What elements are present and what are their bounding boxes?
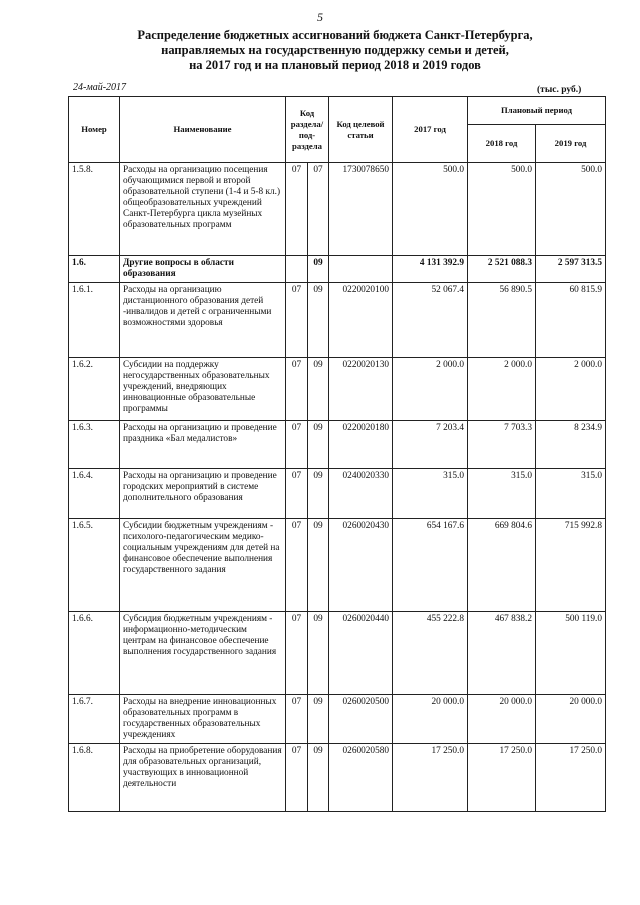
row-target-code: 0260020500 (329, 695, 393, 744)
row-section-code: 07 (286, 612, 308, 695)
row-number: 1.6.5. (69, 519, 120, 612)
row-amount-2019: 2 000.0 (536, 358, 606, 421)
document-date: 24-май-2017 (73, 82, 127, 93)
row-amount-2019: 500.0 (536, 163, 606, 256)
row-section-code: 07 (286, 744, 308, 812)
row-section-code: 07 (286, 421, 308, 469)
row-amount-2017: 52 067.4 (393, 283, 468, 358)
header-2017: 2017 год (393, 97, 468, 163)
row-name: Расходы на организацию дистанционного образования детей -инвалидов и детей с ограниченными возможностями здоровья (120, 283, 286, 358)
row-number: 1.5.8. (69, 163, 120, 256)
row-subsection-code: 09 (308, 283, 329, 358)
budget-table (68, 96, 606, 812)
table-row (69, 744, 606, 812)
row-number: 1.6.3. (69, 421, 120, 469)
row-number: 1.6.7. (69, 695, 120, 744)
row-amount-2019: 715 992.8 (536, 519, 606, 612)
row-number: 1.6.6. (69, 612, 120, 695)
title-line-2: направляемых на государственную поддержку семьи и детей, (161, 43, 509, 57)
table-row (69, 469, 606, 519)
row-section-code: 07 (286, 695, 308, 744)
row-target-code: 0260020430 (329, 519, 393, 612)
row-name: Расходы на внедрение инновационных образовательных программ в государственных образовательных учреждениях (120, 695, 286, 744)
header-name: Наименование (120, 97, 286, 163)
row-number: 1.6.1. (69, 283, 120, 358)
row-amount-2018: 20 000.0 (468, 695, 536, 744)
row-target-code: 0260020580 (329, 744, 393, 812)
title-line-1: Распределение бюджетных ассигнований бюджета Санкт-Петербурга, (137, 28, 533, 42)
row-amount-2018: 17 250.0 (468, 744, 536, 812)
row-amount-2019: 60 815.9 (536, 283, 606, 358)
row-amount-2019: 20 000.0 (536, 695, 606, 744)
row-subsection-code: 07 (308, 163, 329, 256)
page-number: 5 (317, 10, 323, 24)
row-amount-2018: 2 000.0 (468, 358, 536, 421)
header-target-code: Код целевой статьи (329, 97, 393, 163)
row-amount-2017: 500.0 (393, 163, 468, 256)
row-amount-2019: 8 234.9 (536, 421, 606, 469)
row-amount-2018: 2 521 088.3 (468, 256, 536, 283)
table-row (69, 695, 606, 744)
row-target-code: 0220020130 (329, 358, 393, 421)
row-amount-2019: 500 119.0 (536, 612, 606, 695)
row-number: 1.6.4. (69, 469, 120, 519)
row-amount-2018: 669 804.6 (468, 519, 536, 612)
row-amount-2017: 20 000.0 (393, 695, 468, 744)
row-number: 1.6.8. (69, 744, 120, 812)
row-section-code (286, 256, 308, 283)
row-number: 1.6.2. (69, 358, 120, 421)
row-name: Расходы на приобретение оборудования для образовательных организаций, участвующих в инновационной деятельности (120, 744, 286, 812)
row-amount-2018: 467 838.2 (468, 612, 536, 695)
row-target-code: 1730078650 (329, 163, 393, 256)
row-amount-2018: 500.0 (468, 163, 536, 256)
row-subsection-code: 09 (308, 744, 329, 812)
table-row (69, 519, 606, 612)
row-name: Расходы на организацию посещения обучающимися первой и второй образовательной ступени (1-4 и 5-8 кл.) общеобразовательных учреждений Санкт-Петербурга цикла музейных образовательных программ (120, 163, 286, 256)
row-amount-2017: 17 250.0 (393, 744, 468, 812)
row-amount-2017: 654 167.6 (393, 519, 468, 612)
row-amount-2018: 315.0 (468, 469, 536, 519)
row-target-code (329, 256, 393, 283)
header-2019: 2019 год (536, 125, 606, 163)
row-amount-2019: 2 597 313.5 (536, 256, 606, 283)
row-number: 1.6. (69, 256, 120, 283)
row-name: Субсидии на поддержку негосударственных образовательных учреждений, внедряющих инновационные образовательные программы (120, 358, 286, 421)
row-amount-2017: 2 000.0 (393, 358, 468, 421)
title-line-3: на 2017 год и на плановый период 2018 и 2019 годов (189, 58, 481, 72)
row-amount-2018: 7 703.3 (468, 421, 536, 469)
row-subsection-code: 09 (308, 612, 329, 695)
header-2018: 2018 год (468, 125, 536, 163)
row-subsection-code: 09 (308, 695, 329, 744)
row-section-code: 07 (286, 358, 308, 421)
table-row (69, 283, 606, 358)
row-subsection-code: 09 (308, 358, 329, 421)
row-section-code: 07 (286, 519, 308, 612)
row-section-code: 07 (286, 163, 308, 256)
row-name: Субсидии бюджетным учреждениям - психолого-педагогическим медико-социальным учреждениям для детей на финансовое обеспечение выполнения государственного задания (120, 519, 286, 612)
table-row (69, 421, 606, 469)
row-target-code: 0220020180 (329, 421, 393, 469)
row-target-code: 0220020100 (329, 283, 393, 358)
row-amount-2017: 4 131 392.9 (393, 256, 468, 283)
row-amount-2018: 56 890.5 (468, 283, 536, 358)
row-section-code: 07 (286, 469, 308, 519)
table-row (69, 163, 606, 256)
row-amount-2017: 7 203.4 (393, 421, 468, 469)
header-number: Номер (69, 97, 120, 163)
units-label: (тыс. руб.) (537, 85, 582, 95)
row-amount-2019: 315.0 (536, 469, 606, 519)
document-title (100, 28, 570, 73)
table-row (69, 358, 606, 421)
row-name: Расходы на организацию и проведение городских мероприятий в системе дополнительного образования (120, 469, 286, 519)
table-row (69, 612, 606, 695)
row-target-code: 0260020440 (329, 612, 393, 695)
table-body (69, 163, 606, 812)
row-subsection-code: 09 (308, 256, 329, 283)
row-amount-2017: 455 222.8 (393, 612, 468, 695)
table-row (69, 256, 606, 283)
row-subsection-code: 09 (308, 519, 329, 612)
row-amount-2019: 17 250.0 (536, 744, 606, 812)
row-subsection-code: 09 (308, 421, 329, 469)
row-name: Субсидия бюджетным учреждениям - информационно-методическим центрам на финансовое обеспечение выполнения государственного задания (120, 612, 286, 695)
row-name: Расходы на организацию и проведение праздника «Бал медалистов» (120, 421, 286, 469)
row-amount-2017: 315.0 (393, 469, 468, 519)
row-subsection-code: 09 (308, 469, 329, 519)
header-planned-period: Плановый период (468, 97, 606, 125)
row-name: Другие вопросы в области образования (120, 256, 286, 283)
header-section-code: Код раздела/ под-раздела (286, 97, 329, 163)
row-section-code: 07 (286, 283, 308, 358)
row-target-code: 0240020330 (329, 469, 393, 519)
